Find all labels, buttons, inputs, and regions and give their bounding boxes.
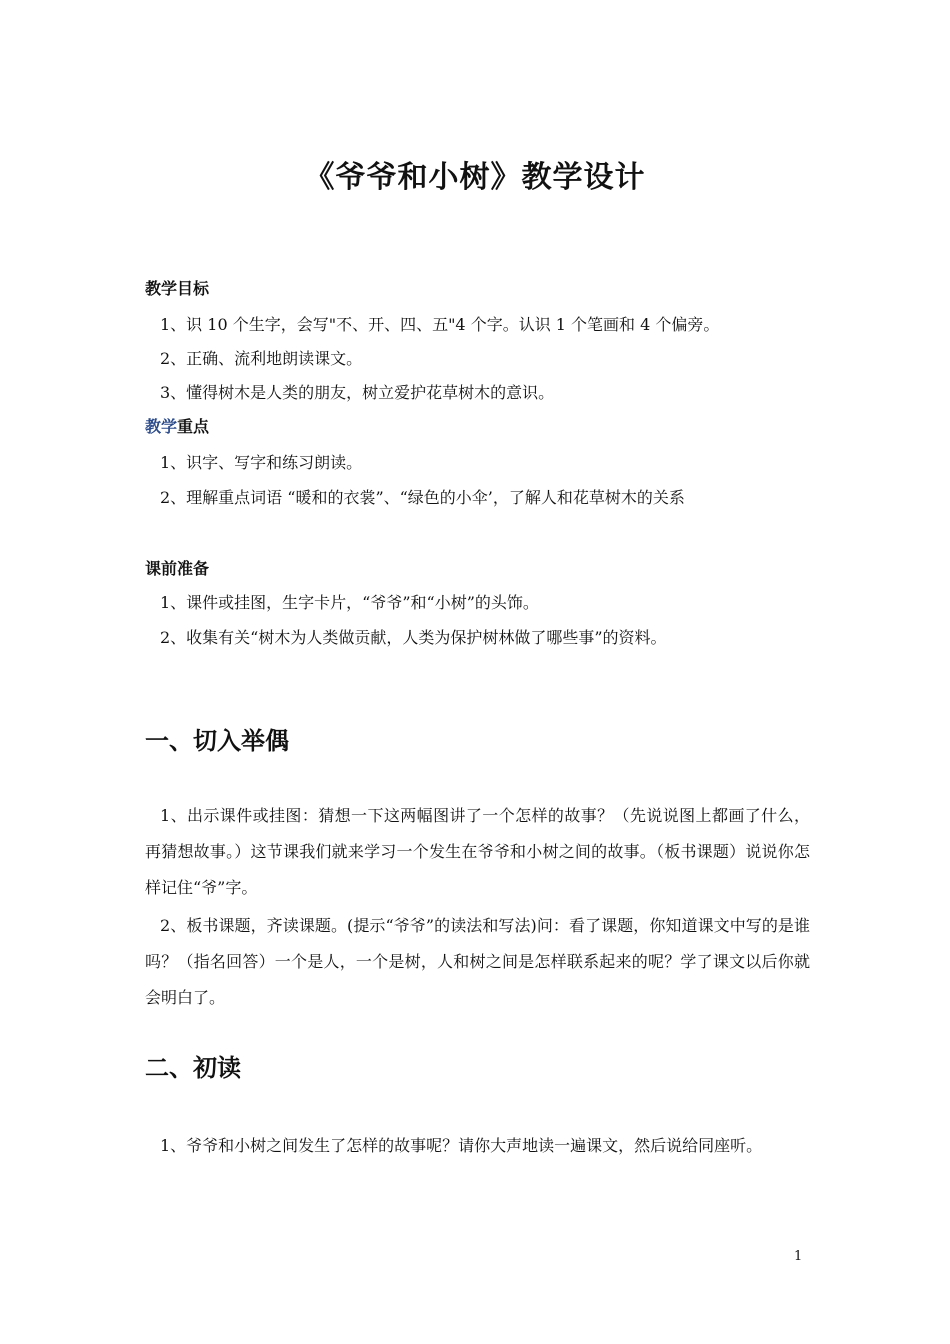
objectives-heading: 教学目标: [145, 279, 210, 298]
section-two-heading: 二、初读: [145, 1054, 241, 1082]
key-point-item: 2、理解重点词语 “暖和的衣裳”、“绿色的小伞’，了解人和花草树木的关系: [160, 488, 685, 507]
objective-item: 2、正确、流利地朗读课文。: [160, 349, 363, 368]
preparation-heading: 课前准备: [145, 559, 210, 578]
section-two-paragraph: 1、爷爷和小树之间发生了怎样的故事呢？请你大声地读一遍课文，然后说给同座听。: [160, 1136, 763, 1155]
preparation-item: 2、收集有关“树木为人类做贡献，人类为保护树林做了哪些事”的资料。: [160, 628, 667, 647]
section-one-paragraph: 2、板书课题，齐读课题。(提示“爷爷”的读法和写法)问：看了课题，你知道课文中写的是谁吗？（指名回答）一个是人，一个是树，人和树之间是怎样联系起来的呢？学了课文以后你就会明白了。: [145, 916, 810, 1007]
section-one-heading: 一、切入举偶: [145, 727, 289, 755]
key-point-item: 1、识字、写字和练习朗读。: [160, 453, 363, 472]
objective-item: 3、懂得树木是人类的朋友，树立爱护花草树木的意识。: [160, 383, 555, 402]
page-number: 1: [794, 1249, 803, 1264]
key-points-heading-accent: 教学: [145, 417, 178, 436]
key-points-heading-rest: 重点: [177, 417, 210, 436]
document-title: 《爷爷和小树》教学设计: [304, 160, 646, 195]
section-one-paragraph: 1、出示课件或挂图：猜想一下这两幅图讲了一个怎样的故事？（先说说图上都画了什么，再猜想故事。）这节课我们就来学习一个发生在爷爷和小树之间的故事。（板书课题）说说你怎样记住“爷”字。: [145, 806, 810, 897]
objective-item: 1、识 10 个生字，会写"不、开、四、五"4 个字。认识 1 个笔画和 4 个偏旁。: [160, 315, 720, 334]
preparation-item: 1、课件或挂图，生字卡片，“爷爷”和“小树”的头饰。: [160, 593, 539, 612]
key-points-heading: [145, 415, 209, 439]
